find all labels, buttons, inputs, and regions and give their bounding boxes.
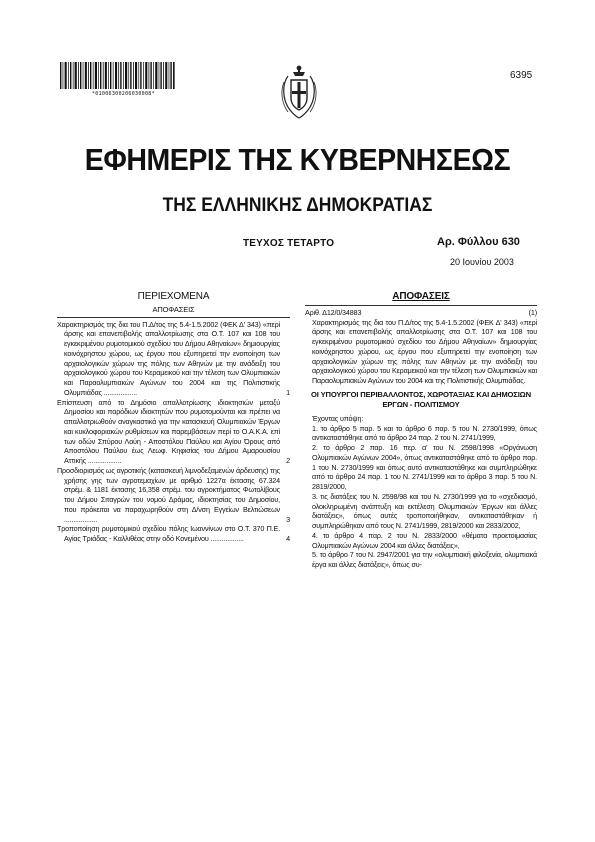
considering-item: 2. το άρθρο 2 παρ. 16 περ. α' του Ν. 2598/1998 «Οργάνωση Ολυμπιακών Αγώνων 2004», όπως αντικαταστάθηκε από το άρθρο παρ. 1 του Ν. 2730/1999 και όπως αυτό αντικαταστάθηκε και συμπληρώθηκε από το άρθρο 24 παρ. 1 του Ν. 2741/1999 και το άρθρο 3 παρ. 5 του Ν. 2819/2000, (312, 443, 537, 491)
toc-entry-text: Τροποποίηση ρυμοτομικού σχεδίου πόλης Ιωαννίνων στο Ο.Τ. 370 Π.Ε. Αγίας Τριάδας - Καλλιθέας στην οδό Κονεμένου .................. (57, 524, 280, 543)
toc-entry[interactable] (57, 524, 290, 544)
contents-column (57, 292, 290, 544)
divider (305, 305, 537, 306)
toc-entry[interactable] (57, 320, 290, 398)
issue-type: ΤΕΥΧΟΣ ΤΕΤΑΡΤΟ (243, 238, 335, 249)
decision-index: (1) (528, 307, 537, 317)
decisions-heading: ΑΠΟΦΑΣΕΙΣ (392, 291, 450, 302)
toc-entry-text: Χαρακτηρισμός της δια του Π.Δ/τος της 5.4-1.5.2002 (ΦΕΚ Δ' 343) «περί άρσης και επανεπιβολής απαλλοτρίωσης στα Ο.Τ. 107 και 108 του εγκεκριμένου ρυμοτομικού σχεδίου του Δήμου Αθηναίων» δημιουργίας κοινόχρηστου χώρου, ως έργου που εξυπηρετεί την ενοποίηση των αρχαιολογικών χώρων της πόλης των Αθηνών με την ανάδειξη του αρχαιολογικού χώρου του Κεραμεικού και την τέλεση των Ολυμπιακών και Παραολυμπιακών Αγώνων του 2004 και της Πολιτιστικής Ολυμπιάδας .................. (57, 319, 280, 397)
considering-item: 1. το άρθρο 5 παρ. 5 και το άρθρο 6 παρ. 5 του Ν. 2730/1999, όπως αντικαταστάθηκε από το άρθρο 24 παρ. 2 του Ν. 2741/1999, (312, 423, 537, 443)
barcode-digits: *01006300206030008* (92, 91, 155, 97)
page-number: 6395 (510, 70, 533, 81)
toc-entry-page: 2 (286, 456, 290, 465)
considering-item: 3. τις διατάξεις του Ν. 2598/98 και του Ν. 2730/1999 για το «σχεδιασμό, ολοκληρωμένη ανάπτυξη και εκτέλεση Ολυμπιακών Έργων και άλλες διατάξεις», όπως αυτές τροποποιήθηκαν, αντικαταστάθηκαν ή συμπληρώθηκαν από τους Ν. 2741/1999, 2819/2000 και 2833/2002, (312, 491, 537, 530)
ministers-heading: ΟΙ ΥΠΟΥΡΓΟΙ ΠΕΡΙΒΑΛΛΟΝΤΟΣ, ΧΩΡΟΤΑΞΙΑΣ ΚΑΙ ΔΗΜΟΣΙΩΝ ΕΡΓΩΝ - ΠΟΛΙΤΙΣΜΟΥ (311, 389, 531, 409)
decision-ref-number: Αριθ. Δ12/0/34883 (305, 307, 362, 317)
toc-entry-page: 4 (286, 534, 290, 543)
considering-item: 5. το άρθρο 7 του Ν. 2947/2001 για την «ολυμπιακή φιλοξενία, ολυμπιακά έργα και άλλες διατάξεις», όπως συ- (312, 550, 537, 569)
contents-subheading: ΑΠΟΦΑΣΕΙΣ (152, 304, 195, 314)
toc-entry-page: 3 (286, 514, 290, 524)
gazette-subtitle: ΤΗΣ ΕΛΛΗΝΙΚΗΣ ΔΗΜΟΚΡΑΤΙΑΣ (162, 195, 433, 216)
sheet-number: Αρ. Φύλλου 630 (437, 236, 520, 248)
considering-item: 4. το άρθρο 4 παρ. 2 του Ν. 2833/2000 «θέματα προετοιμασίας Ολυμπιακών Αγώνων 2004 και άλλες διατάξεις», (312, 530, 537, 550)
divider (57, 317, 290, 318)
contents-heading: ΠΕΡΙΕΧΟΜΕΝΑ (137, 291, 210, 302)
decision-summary: Χαρακτηρισμός της δια του Π.Δ/τος της 5.4-1.5.2002 (ΦΕΚ Δ' 343) «περί άρσης και επανεπιβολής απαλλοτρίωσης στα Ο.Τ. 107 και 108 του εγκεκριμένου ρυμοτομικού σχεδίου του Δήμου Αθηναίων» δημιουργίας κοινόχρηστου χώρου, ως έργου που εξυπηρετεί την ενοποίηση των αρχαιολογικών χώρων της πόλης των Αθηνών με την ανάδειξη του αρχαιολογικού χώρου του Κεραμεικού και την τέλεση των Ολυμπιακών και Παραολυμπιακών Αγώνων του 2004 και της Πολιτιστικής Ολυμπιάδας. (312, 317, 537, 385)
decisions-column (305, 292, 537, 570)
decision-reference (305, 308, 537, 318)
considering-label: Έχοντας υπόψη: (312, 413, 364, 423)
issue-date: 20 Ιουνίου 2003 (450, 257, 514, 267)
greek-coat-of-arms-icon (278, 62, 320, 122)
toc-entry-text: Επίσπευση από το Δημόσιο απαλλοτρίωσης ιδιοκτησιών μεταξύ Δημοσίου και παρόδιων ιδιοκτητών που ρυμοτομούνται και πρέπει να απαλλοτριωθούν αναγκαστικά για την κατασκευή Ολυμπιακών Έργων και κυκλοφοριακών ρυθμίσεων και παρεμβάσεων περί το Ο.Α.Κ.Α. επί των οδών Σπύρου Λούη - Αποστόλου Παύλου και Αγίου Όρους από Αποστόλου Παύλου έως Λεωφ. Κηφισίας του Δήμου Αμαρουσίου Αττικής .................. (57, 397, 280, 465)
gazette-title: ΕΦΗΜΕΡΙΣ ΤΗΣ ΚΥΒΕΡΝΗΣΕΩΣ (84, 142, 511, 177)
toc-entry[interactable] (57, 466, 290, 525)
toc-entry-page: 1 (286, 387, 290, 397)
toc-entry-text: Προσδιορισμός ως αγροτικής (κατασκευή λιμνοδεξαμενών άρδευσης) της χρήσης γης των αγροτεμαχίων με αριθμό 1227α έκτασης 67.324 στρέμ. & 1181 έκτασης 16,358 στρέμ. του αγροκτήματος Φωτολίβους του Δήμου Σιταγρών του νομού Δράμας, ιδιοκτησίας του Δημοσίου, που πρόκειται να παραχωρηθούν στη Δ/νση Εγγείων Βελτιώσεων .................. (57, 465, 280, 524)
toc-entry[interactable] (57, 398, 290, 466)
